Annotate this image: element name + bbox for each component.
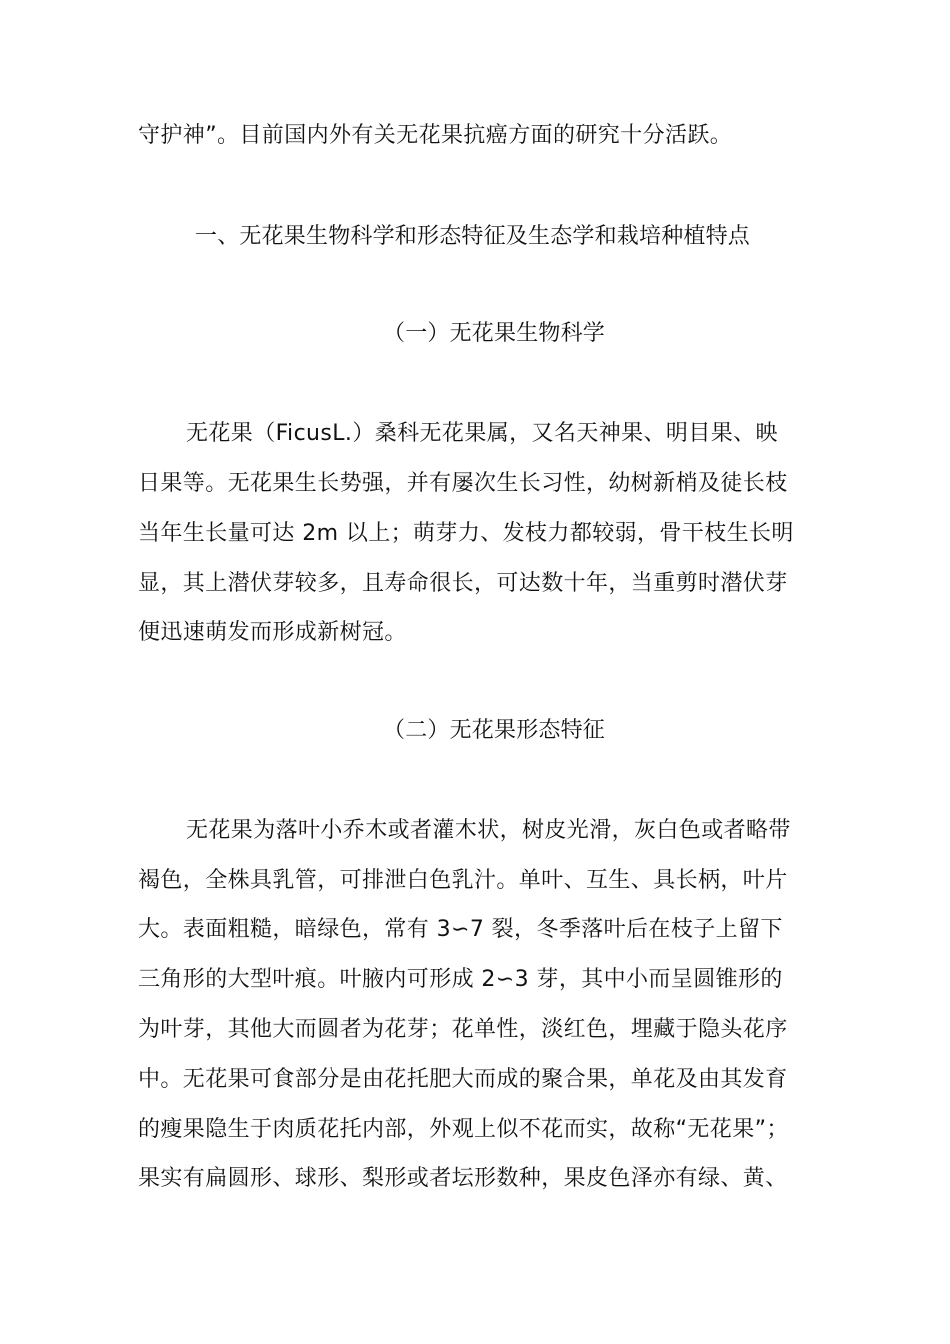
paragraph-line: 日果等。无花果生长势强，并有屡次生长习性，幼树新梢及徒长枝 [138, 471, 788, 496]
paragraph-line: 无花果（FicusL.）桑科无花果属，又名天神果、明目果、映 [186, 421, 778, 446]
paragraph-line: 当年生长量可达 2m 以上；萌芽力、发枝力都较弱，骨干枝生长明 [138, 521, 794, 546]
paragraph-line: 显，其上潜伏芽较多，且寿命很长，可达数十年，当重剪时潜伏芽 [138, 571, 788, 596]
intro-line: 守护神”。目前国内外有关无花果抗癌方面的研究十分活跃。 [138, 123, 733, 148]
paragraph-line: 便迅速萌发而形成新树冠。 [138, 620, 407, 645]
paragraph-line: 果实有扁圆形、球形、梨形或者坛形数种，果皮色泽亦有绿、黄、 [138, 1166, 788, 1191]
paragraph-line: 大。表面粗糙，暗绿色，常有 3∽7 裂，冬季落叶后在枝子上留下 [138, 917, 783, 942]
paragraph-line: 无花果为落叶小乔木或者灌木状，树皮光滑，灰白色或者略带 [186, 818, 791, 843]
paragraph-line: 的瘦果隐生于肉质花托内部，外观上似不花而实，故称“无花果”； [138, 1117, 789, 1142]
paragraph-line: 为叶芽，其他大而圆者为花芽；花单性，淡红色，埋藏于隐头花序 [138, 1017, 788, 1042]
paragraph-line: 褐色，全株具乳管，可排泄白色乳汁。单叶、互生、具长柄，叶片 [138, 868, 788, 893]
paragraph-line: 中。无花果可食部分是由花托肥大而成的聚合果，单花及由其发育 [138, 1067, 788, 1092]
subsection-1-heading: （一）无花果生物科学 [383, 321, 606, 346]
section-heading: 一、无花果生物科学和形态特征及生态学和栽培种植特点 [195, 224, 751, 249]
subsection-2-heading: （二）无花果形态特征 [383, 718, 606, 743]
paragraph-line: 三角形的大型叶痕。叶腋内可形成 2∽3 芽，其中小而呈圆锥形的 [138, 967, 783, 992]
